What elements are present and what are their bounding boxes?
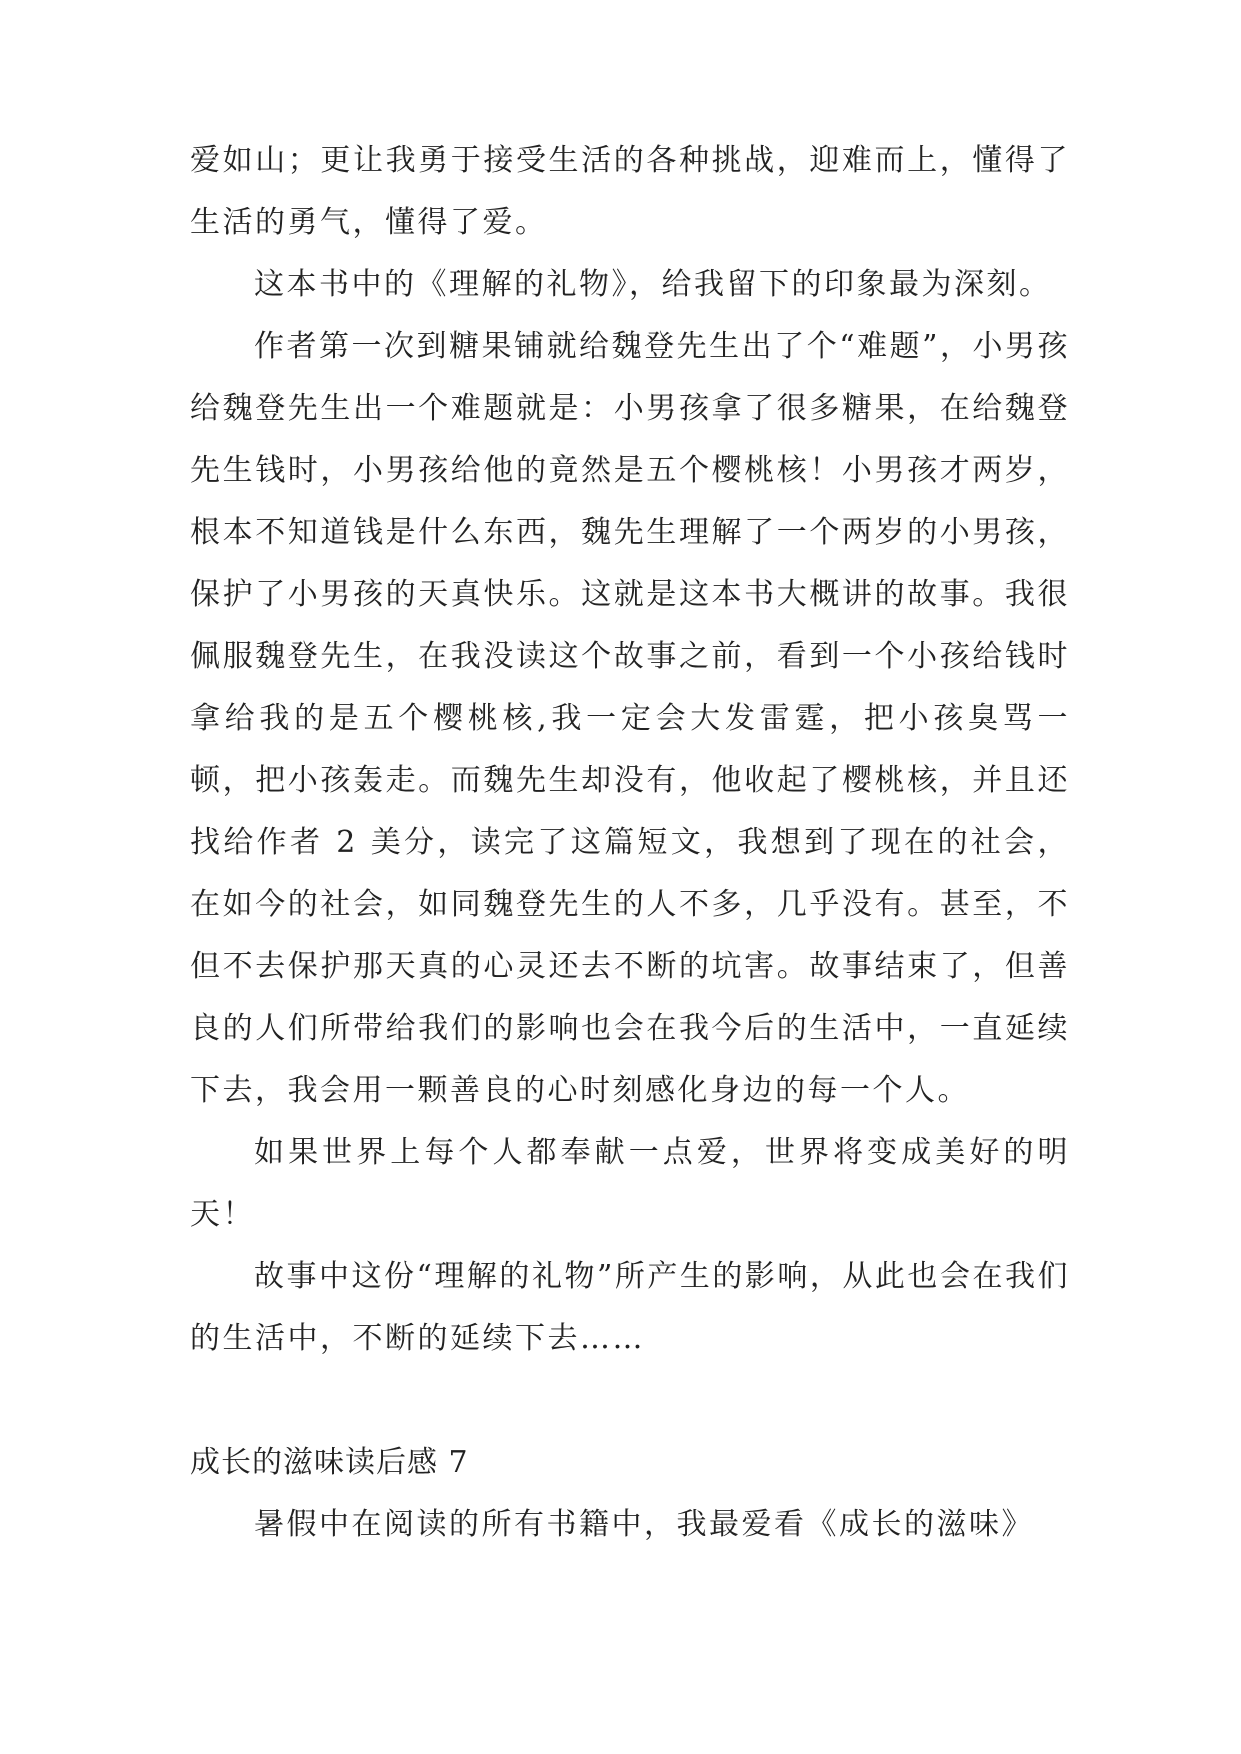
document-body	[190, 130, 1070, 1556]
paragraph: 故事中这份“理解的礼物”所产生的影响，从此也会在我们的生活中，不断的延续下去……	[190, 1259, 1070, 1356]
paragraph: 作者第一次到糖果铺就给魏登先生出了个“难题”，小男孩给魏登先生出一个难题就是：小男孩拿了很多糖果，在给魏登先生钱时，小男孩给他的竟然是五个樱桃核！小男孩才两岁，根本不知道钱是什么东西，魏先生理解了一个两岁的小男孩，保护了小男孩的天真快乐。这就是这本书大概讲的故事。我很佩服魏登先生，在我没读这个故事之前，看到一个小孩给钱时拿给我的是五个樱桃核,我一定会大发雷霆，把小孩臭骂一顿，把小孩轰走。而魏先生却没有，他收起了樱桃核，并且还找给作者 2 美分，读完了这篇短文，我想到了现在的社会，在如今的社会，如同魏登先生的人不多，几乎没有。甚至，不但不去保护那天真的心灵还去不断的坑害。故事结束了，但善良的人们所带给我们的影响也会在我今后的生活中，一直延续下去，我会用一颗善良的心时刻感化身边的每一个人。	[190, 329, 1070, 1108]
section-gap	[190, 1370, 1070, 1432]
paragraph: 这本书中的《理解的礼物》，给我留下的印象最为深刻。	[254, 267, 1052, 302]
section-heading: 成长的滋味读后感 7	[190, 1445, 469, 1480]
paragraph-continued: 爱如山；更让我勇于接受生活的各种挑战，迎难而上，懂得了生活的勇气，懂得了爱。	[190, 143, 1070, 240]
paragraph: 如果世界上每个人都奉献一点爱，世界将变成美好的明天！	[190, 1135, 1070, 1232]
paragraph: 暑假中在阅读的所有书籍中，我最爱看《成长的滋味》	[254, 1507, 1034, 1542]
